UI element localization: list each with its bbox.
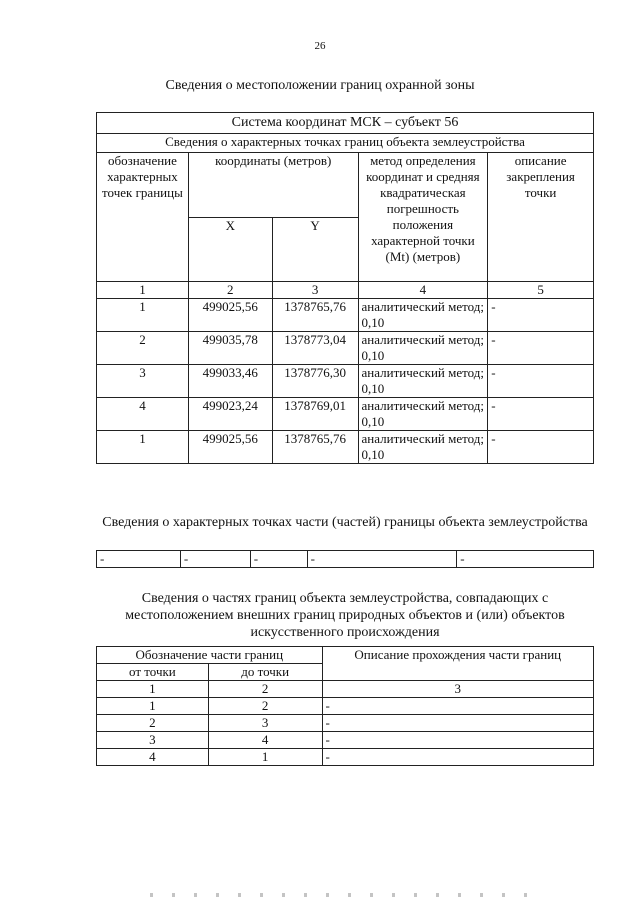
col-num: 1	[97, 282, 189, 299]
page-title: Сведения о местоположении границ охранной зоны	[165, 78, 475, 93]
point-desc: -	[488, 365, 594, 398]
from-point: 3	[97, 732, 209, 749]
point-desc: -	[488, 431, 594, 464]
coord-x: 499023,24	[188, 398, 272, 431]
col-num: 3	[272, 282, 358, 299]
header-parts: Обозначение части границ	[97, 647, 323, 664]
point-desc: -	[488, 398, 594, 431]
header-to: до точки	[208, 664, 322, 681]
part-desc: -	[322, 732, 593, 749]
col-num: 5	[488, 282, 594, 299]
empty-cell: -	[250, 551, 307, 568]
part-desc: -	[322, 749, 593, 766]
header-coords: координаты (метров)	[188, 153, 358, 218]
coord-y: 1378765,76	[272, 431, 358, 464]
empty-cell: -	[457, 551, 594, 568]
empty-cell: -	[97, 551, 181, 568]
point-id: 1	[97, 299, 189, 332]
empty-cell: -	[307, 551, 457, 568]
coord-x: 499035,78	[188, 332, 272, 365]
coord-y: 1378769,01	[272, 398, 358, 431]
point-desc: -	[488, 332, 594, 365]
coord-y: 1378773,04	[272, 332, 358, 365]
section3-title: Сведения о частях границ объекта землеустройства, совпадающих с местоположением внешних границ природных объектов и (или) объектов искусственного происхождения	[125, 591, 565, 640]
coordinate-system: Система координат МСК – субъект 56	[97, 113, 594, 134]
table-row	[97, 732, 594, 749]
table-row	[97, 715, 594, 732]
coord-x: 499025,56	[188, 431, 272, 464]
col-num: 1	[97, 681, 209, 698]
part-desc: -	[322, 698, 593, 715]
table-row	[97, 365, 594, 398]
section2-title: Сведения о характерных точках части (частей) границы объекта землеустройства	[102, 515, 588, 530]
table-row	[97, 698, 594, 715]
method: аналитический метод; 0,10	[358, 398, 488, 431]
header-from: от точки	[97, 664, 209, 681]
header-parts-desc: Описание прохождения части границ	[322, 647, 593, 681]
table-row	[97, 332, 594, 365]
from-point: 4	[97, 749, 209, 766]
col-num: 4	[358, 282, 488, 299]
method: аналитический метод; 0,10	[358, 365, 488, 398]
point-id: 4	[97, 398, 189, 431]
to-point: 3	[208, 715, 322, 732]
header-x: X	[188, 217, 272, 282]
from-point: 1	[97, 698, 209, 715]
header-method: метод определения координат и средняя квадратическая погрешность положения характерной точки (Мt) (метров)	[358, 153, 488, 282]
coord-y: 1378765,76	[272, 299, 358, 332]
part-points-table	[96, 550, 594, 568]
method: аналитический метод; 0,10	[358, 299, 488, 332]
table-row	[97, 431, 594, 464]
scan-artifact-divider	[150, 893, 530, 897]
coord-x: 499025,56	[188, 299, 272, 332]
boundary-parts-table	[96, 646, 594, 766]
header-desc: описание закрепления точки	[488, 153, 594, 282]
table-section-title: Сведения о характерных точках границ объекта землеустройства	[97, 134, 594, 153]
method: аналитический метод; 0,10	[358, 332, 488, 365]
col-num: 2	[188, 282, 272, 299]
method: аналитический метод; 0,10	[358, 431, 488, 464]
table-row	[97, 398, 594, 431]
from-point: 2	[97, 715, 209, 732]
to-point: 2	[208, 698, 322, 715]
to-point: 1	[208, 749, 322, 766]
point-id: 1	[97, 431, 189, 464]
header-point: обозначение характерных точек границы	[97, 153, 189, 282]
table-row	[97, 299, 594, 332]
col-num: 3	[322, 681, 593, 698]
point-desc: -	[488, 299, 594, 332]
coord-y: 1378776,30	[272, 365, 358, 398]
empty-cell: -	[180, 551, 250, 568]
point-id: 2	[97, 332, 189, 365]
table-row	[97, 749, 594, 766]
page-number: 26	[314, 40, 326, 52]
boundary-points-table	[96, 112, 594, 464]
header-y: Y	[272, 217, 358, 282]
point-id: 3	[97, 365, 189, 398]
part-desc: -	[322, 715, 593, 732]
coord-x: 499033,46	[188, 365, 272, 398]
to-point: 4	[208, 732, 322, 749]
col-num: 2	[208, 681, 322, 698]
